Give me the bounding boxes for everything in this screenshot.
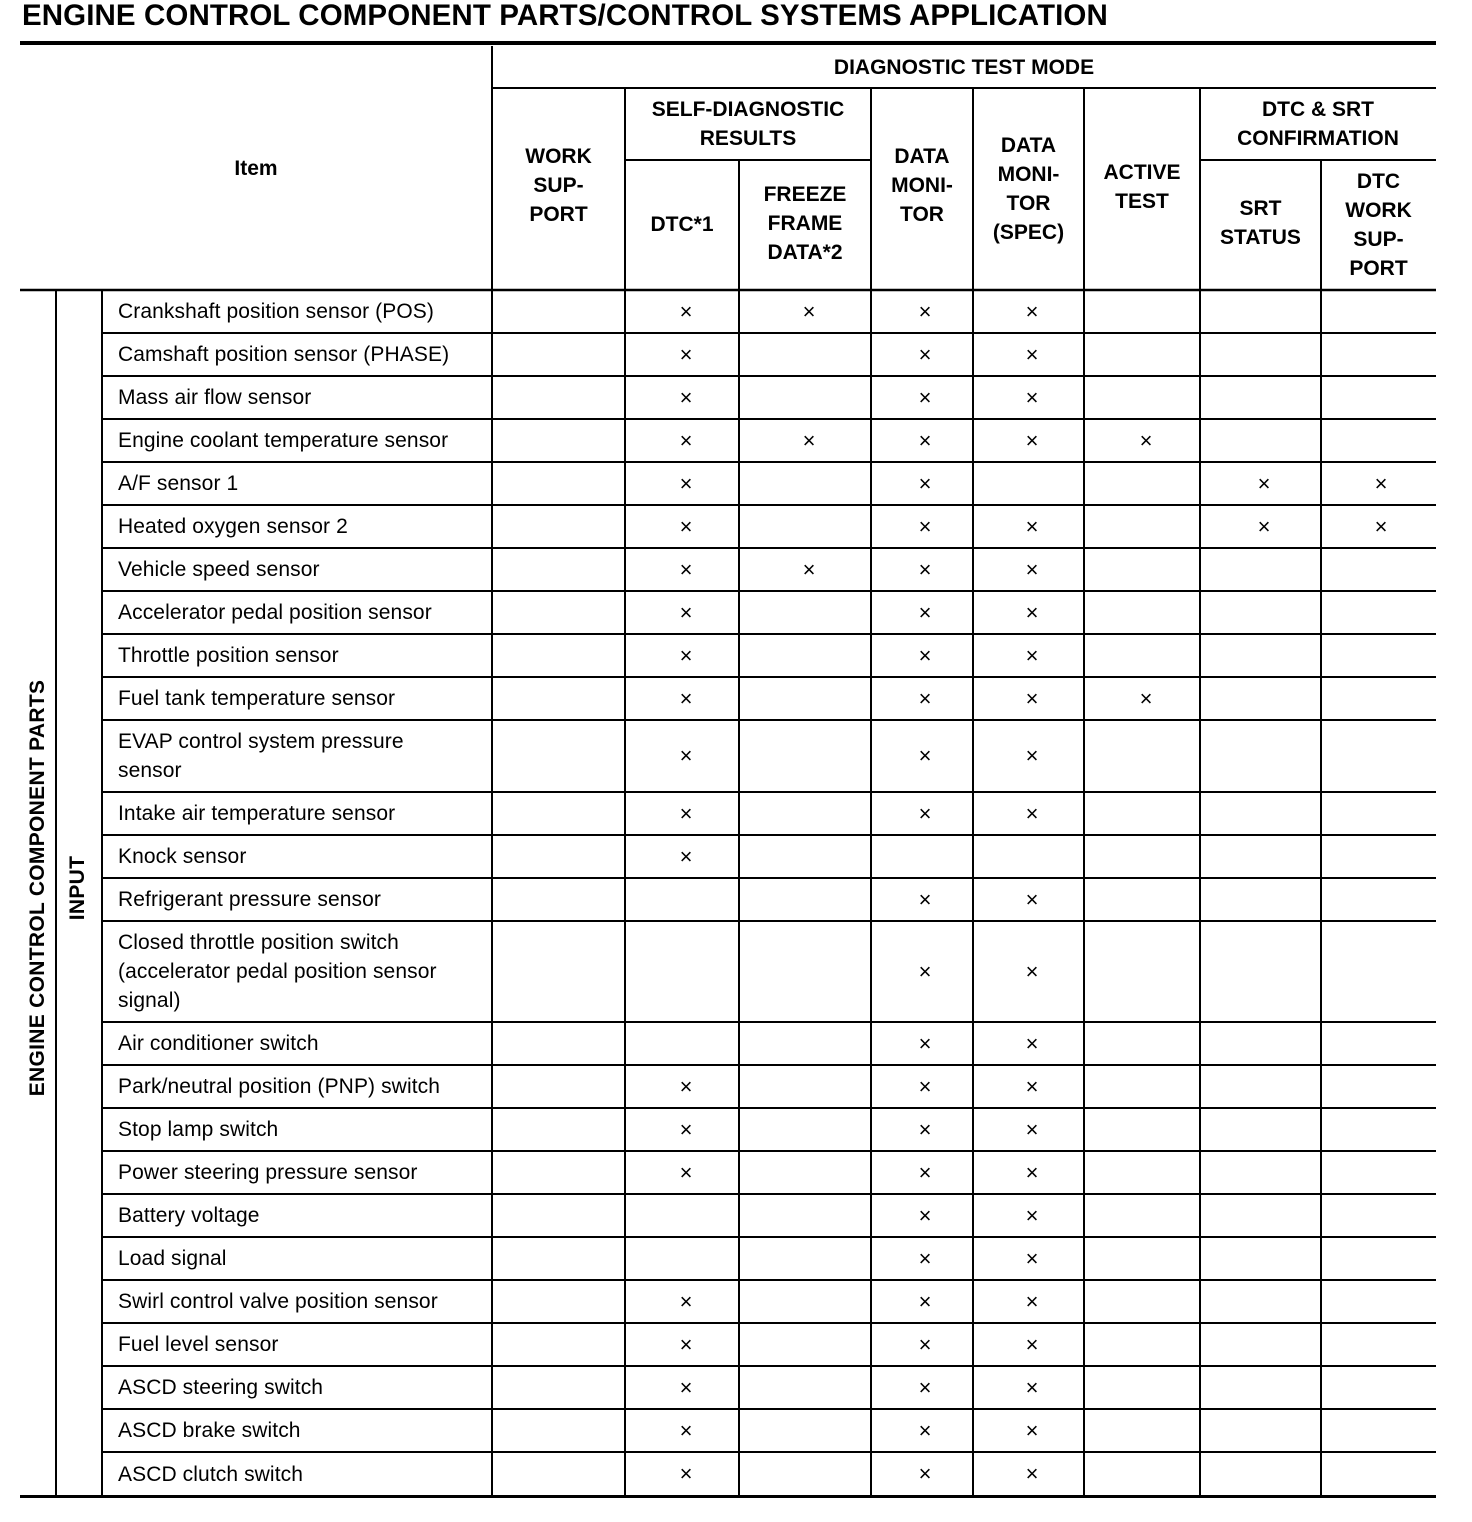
page-title: ENGINE CONTROL COMPONENT PARTS/CONTROL SYSTEMS APPLICATION bbox=[22, 0, 1108, 32]
cell-mark: × bbox=[918, 1461, 932, 1486]
cell-mark: × bbox=[1025, 800, 1039, 826]
cell-mark: × bbox=[679, 384, 693, 410]
cell-mark: × bbox=[1025, 1331, 1039, 1357]
cell-mark: × bbox=[679, 1461, 693, 1486]
cell-mark: × bbox=[918, 1245, 932, 1271]
cell-mark: × bbox=[918, 1030, 932, 1056]
cell-mark: × bbox=[918, 642, 932, 668]
cell-mark: × bbox=[1025, 1116, 1039, 1142]
row-item-label: Stop lamp switch bbox=[118, 1118, 279, 1141]
cell-mark: × bbox=[679, 800, 693, 826]
bottom-rule bbox=[20, 1495, 1436, 1498]
row-item-label: Swirl control valve position sensor bbox=[118, 1290, 438, 1313]
row-item-label: Knock sensor bbox=[118, 845, 247, 868]
cell-mark: × bbox=[918, 1116, 932, 1142]
row-item-label: Accelerator pedal position sensor bbox=[118, 601, 432, 624]
row-item-label: Heated oxygen sensor 2 bbox=[118, 515, 348, 538]
cell-mark: × bbox=[679, 1159, 693, 1185]
cell-mark: × bbox=[1025, 958, 1039, 984]
cell-mark: × bbox=[1139, 427, 1153, 453]
cell-mark: × bbox=[1025, 1461, 1039, 1486]
cell-mark: × bbox=[1025, 556, 1039, 582]
cell-mark: × bbox=[1025, 1030, 1039, 1056]
row-item-label: ASCD clutch switch bbox=[118, 1462, 304, 1486]
cell-mark: × bbox=[679, 1073, 693, 1099]
cell-mark: × bbox=[1025, 384, 1039, 410]
cell-mark: × bbox=[1025, 513, 1039, 539]
row-item-label: ASCD brake switch bbox=[118, 1419, 301, 1442]
header-diagnostic-test-mode: DIAGNOSTIC TEST MODE bbox=[833, 55, 1095, 79]
cell-mark: × bbox=[1025, 1159, 1039, 1185]
cell-mark: × bbox=[802, 427, 816, 453]
row-item-label: Closed throttle position switch (accelerator pedal position sensor signal) bbox=[118, 931, 437, 1012]
cell-mark: × bbox=[1025, 599, 1039, 625]
row-item-label: Vehicle speed sensor bbox=[118, 558, 320, 581]
header-dtc-work-support: DTC WORK SUP- PORT bbox=[1345, 170, 1412, 280]
cell-mark: × bbox=[918, 1159, 932, 1185]
cell-mark: × bbox=[1025, 685, 1039, 711]
cell-mark: × bbox=[918, 556, 932, 582]
header-self-diagnostic-results: SELF-DIAGNOSTIC RESULTS bbox=[651, 98, 845, 150]
group-label-engine-control-component-parts: ENGINE CONTROL COMPONENT PARTS bbox=[26, 679, 49, 1097]
header-work-support: WORK SUP- PORT bbox=[525, 145, 592, 226]
row-item-label: EVAP control system pressure sensor bbox=[118, 730, 404, 782]
cell-mark: × bbox=[679, 1417, 693, 1443]
cell-mark: × bbox=[918, 384, 932, 410]
cell-mark: × bbox=[918, 1202, 932, 1228]
cell-mark: × bbox=[679, 843, 693, 869]
header-dtc: DTC*1 bbox=[650, 212, 714, 236]
cell-mark: × bbox=[1025, 1417, 1039, 1443]
cell-mark: × bbox=[1025, 1288, 1039, 1314]
cell-mark: × bbox=[679, 743, 693, 768]
header-data-monitor: DATA MONI- TOR bbox=[891, 145, 953, 226]
cell-mark: × bbox=[802, 556, 816, 582]
cell-mark: × bbox=[802, 298, 816, 324]
cell-mark: × bbox=[1257, 513, 1271, 539]
cell-mark: × bbox=[918, 1288, 932, 1314]
cell-mark: × bbox=[918, 1331, 932, 1357]
header-data-monitor-spec: DATA MONI- TOR (SPEC) bbox=[992, 134, 1065, 244]
cell-mark: × bbox=[918, 800, 932, 826]
cell-mark: × bbox=[679, 1374, 693, 1400]
cell-mark: × bbox=[679, 1288, 693, 1314]
cell-mark: × bbox=[918, 513, 932, 539]
cell-mark: × bbox=[679, 1116, 693, 1142]
cell-mark: × bbox=[1025, 642, 1039, 668]
cell-mark: × bbox=[1025, 886, 1039, 912]
header-srt-status: SRT STATUS bbox=[1220, 197, 1301, 249]
cell-mark: × bbox=[918, 685, 932, 711]
row-item-label: Mass air flow sensor bbox=[118, 386, 312, 409]
cell-mark: × bbox=[1374, 513, 1388, 539]
cell-mark: × bbox=[679, 1331, 693, 1357]
header-active-test: ACTIVE TEST bbox=[1103, 161, 1181, 213]
cell-mark: × bbox=[1025, 1073, 1039, 1099]
row-item-label: Engine coolant temperature sensor bbox=[118, 429, 449, 452]
header-freeze-frame-data: FREEZE FRAME DATA*2 bbox=[763, 182, 847, 264]
cell-mark: × bbox=[1025, 1374, 1039, 1400]
cell-mark: × bbox=[918, 599, 932, 625]
row-item-label: Fuel tank temperature sensor bbox=[118, 687, 396, 710]
cell-mark: × bbox=[679, 685, 693, 711]
cell-mark: × bbox=[679, 556, 693, 582]
header-dtc-srt-confirmation: DTC & SRT CONFIRMATION bbox=[1237, 98, 1399, 150]
row-item-label: Crankshaft position sensor (POS) bbox=[118, 300, 434, 323]
cell-mark: × bbox=[679, 298, 693, 324]
row-item-label: Fuel level sensor bbox=[118, 1333, 279, 1356]
cell-mark: × bbox=[1025, 1202, 1039, 1228]
cell-mark: × bbox=[679, 513, 693, 539]
cell-mark: × bbox=[918, 1417, 932, 1443]
cell-mark: × bbox=[1139, 685, 1153, 711]
cell-mark: × bbox=[918, 958, 932, 984]
cell-mark: × bbox=[918, 1374, 932, 1400]
cell-mark: × bbox=[679, 599, 693, 625]
row-item-label: Refrigerant pressure sensor bbox=[118, 888, 381, 911]
row-item-label: Battery voltage bbox=[118, 1204, 260, 1227]
cell-mark: × bbox=[679, 341, 693, 367]
row-item-label: Park/neutral position (PNP) switch bbox=[118, 1075, 441, 1098]
cell-mark: × bbox=[1374, 470, 1388, 496]
cell-mark: × bbox=[1025, 341, 1039, 367]
cell-mark: × bbox=[918, 1073, 932, 1099]
row-item-label: ASCD steering switch bbox=[118, 1376, 324, 1399]
header-item: Item bbox=[234, 156, 278, 180]
cell-mark: × bbox=[1025, 298, 1039, 324]
cell-mark: × bbox=[918, 427, 932, 453]
row-item-label: Throttle position sensor bbox=[118, 644, 339, 667]
row-item-label: Load signal bbox=[118, 1247, 227, 1270]
cell-mark: × bbox=[679, 642, 693, 668]
row-item-label: Power steering pressure sensor bbox=[118, 1161, 418, 1184]
cell-mark: × bbox=[918, 886, 932, 912]
cell-mark: × bbox=[1025, 743, 1039, 768]
cell-mark: × bbox=[679, 470, 693, 496]
row-item-label: Camshaft position sensor (PHASE) bbox=[118, 343, 450, 366]
cell-mark: × bbox=[1025, 1245, 1039, 1271]
row-item-label: Air conditioner switch bbox=[118, 1032, 319, 1055]
row-item-label: Intake air temperature sensor bbox=[118, 802, 396, 825]
cell-mark: × bbox=[918, 470, 932, 496]
cell-mark: × bbox=[1025, 427, 1039, 453]
row-item-label: A/F sensor 1 bbox=[118, 472, 239, 495]
group-label-input: INPUT bbox=[66, 855, 89, 921]
cell-mark: × bbox=[918, 341, 932, 367]
cell-mark: × bbox=[918, 743, 932, 768]
cell-mark: × bbox=[679, 427, 693, 453]
cell-mark: × bbox=[918, 298, 932, 324]
cell-mark: × bbox=[1257, 470, 1271, 496]
